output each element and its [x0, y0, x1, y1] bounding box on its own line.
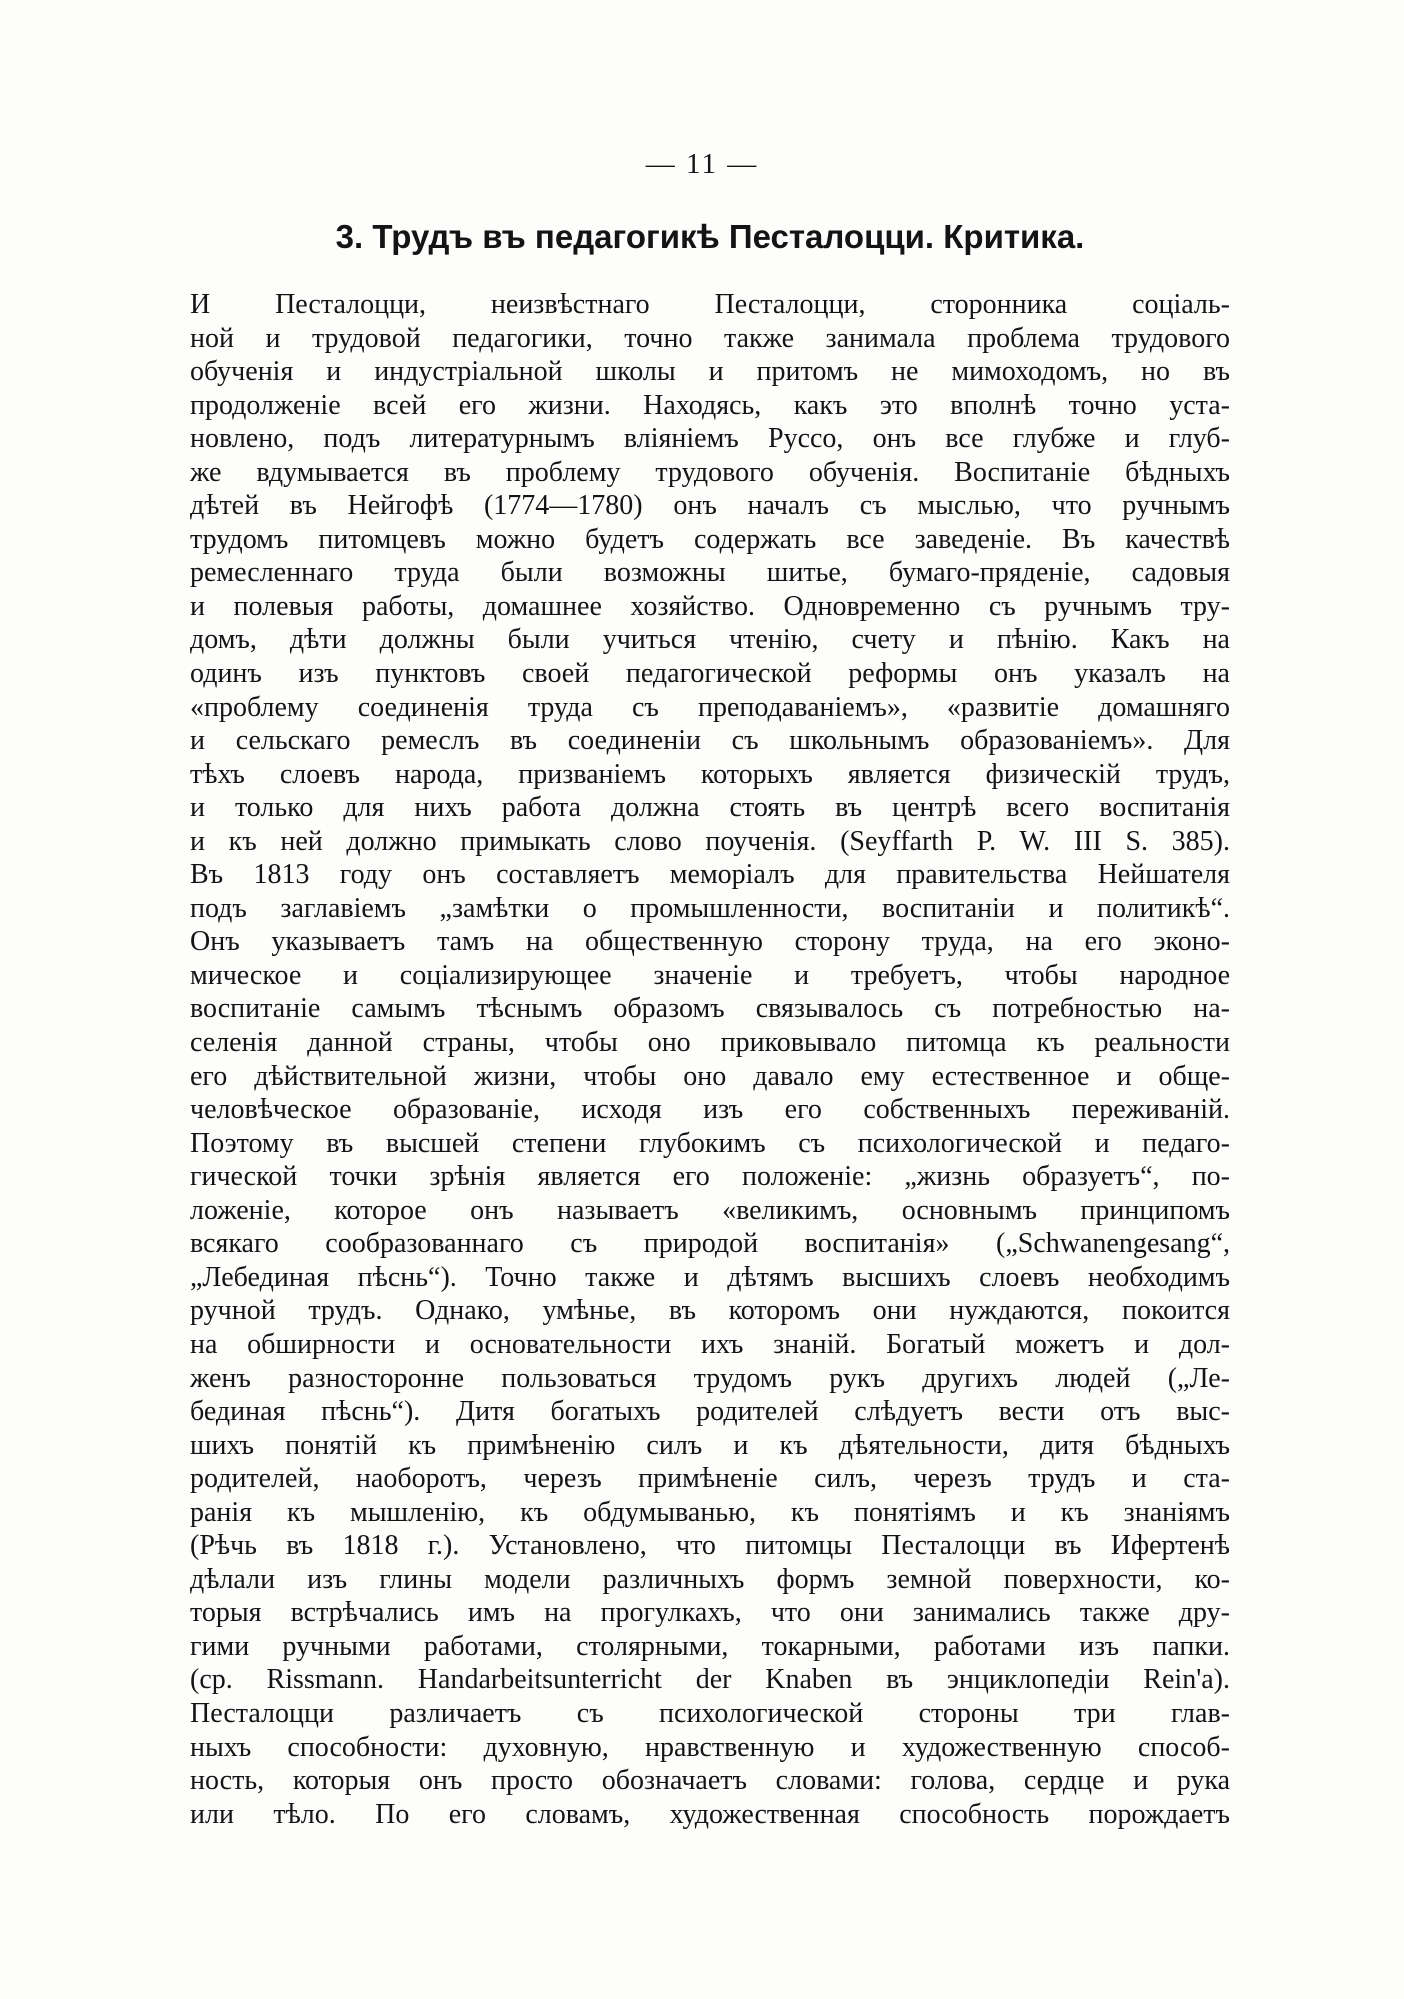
text-line: домъ, дѣти должны были учиться чтенію, счету и пѣнію. Какъ на — [190, 624, 1230, 656]
text-line: женъ разносторонне пользоваться трудомъ рукъ другихъ людей („Ле- — [190, 1362, 1230, 1394]
text-line: воспитаніе самымъ тѣснымъ образомъ связывалось съ потребностью на- — [190, 993, 1230, 1025]
text-line: «проблему соединенія труда съ преподаваніемъ», «развитіе домашняго — [190, 691, 1230, 723]
text-line: продолженіе всей его жизни. Находясь, какъ это вполнѣ точно уста- — [190, 389, 1230, 421]
text-line: ручной трудъ. Однако, умѣнье, въ которомъ они нуждаются, покоится — [190, 1295, 1230, 1327]
text-line: и сельскаго ремеслъ въ соединеніи съ школьнымъ образованіемъ». Для — [190, 725, 1230, 757]
text-line: торыя встрѣчались имъ на прогулкахъ, что они занимались также дру- — [190, 1597, 1230, 1629]
text-line: Въ 1813 году онъ составляетъ меморіалъ для правительства Нейшателя — [190, 859, 1230, 891]
text-line: гими ручными работами, столярными, токарными, работами изъ папки. — [190, 1630, 1230, 1662]
text-line: селенія данной страны, чтобы оно приковывало питомца къ реальности — [190, 1027, 1230, 1059]
text-line: или тѣло. По его словамъ, художественная способность порождаетъ — [190, 1798, 1230, 1830]
text-line: ной и трудовой педагогики, точно также занимала проблема трудового — [190, 322, 1230, 354]
text-line: (Рѣчь въ 1818 г.). Установлено, что питомцы Песталоцци въ Ифертенѣ — [190, 1530, 1230, 1562]
text-line: дѣтей въ Нейгофѣ (1774—1780) онъ началъ съ мыслью, что ручнымъ — [190, 490, 1230, 522]
text-line: Онъ указываетъ тамъ на общественную сторону труда, на его эконо- — [190, 926, 1230, 958]
text-line: трудомъ питомцевъ можно будетъ содержать все заведеніе. Въ качествѣ — [190, 523, 1230, 555]
text-line: и только для нихъ работа должна стоять въ центрѣ всего воспитанія — [190, 792, 1230, 824]
text-line: И Песталоцци, неизвѣстнаго Песталоцци, сторонника соціаль- — [190, 289, 1230, 320]
text-line: и полевыя работы, домашнее хозяйство. Одновременно съ ручнымъ тру- — [190, 590, 1230, 622]
text-line: ныхъ способности: духовную, нравственную и художественную способ- — [190, 1731, 1230, 1763]
text-line: ремесленнаго труда были возможны шитье, бумаго-пряденіе, садовыя — [190, 557, 1230, 589]
page-number: — 11 — — [645, 148, 759, 180]
text-line: одинъ изъ пунктовъ своей педагогической реформы онъ указалъ на — [190, 658, 1230, 690]
text-line: родителей, наоборотъ, черезъ примѣненіе силъ, черезъ трудъ и ста- — [190, 1463, 1230, 1495]
text-line: и къ ней должно примыкать слово поученія. (Seyffarth P. W. III S. 385). — [190, 825, 1230, 857]
text-line: гической точки зрѣнія является его положеніе: „жизнь образуетъ“, по- — [190, 1161, 1230, 1193]
text-line: человѣческое образованіе, исходя изъ его собственныхъ переживаній. — [190, 1094, 1230, 1126]
body-text — [190, 288, 1230, 1831]
text-line: ранія къ мышленію, къ обдумыванью, къ понятіямъ и къ знаніямъ — [190, 1496, 1230, 1528]
text-line: новлено, подъ литературнымъ вліяніемъ Руссо, онъ все глубже и глуб- — [190, 423, 1230, 455]
text-line: его дѣйствительной жизни, чтобы оно давало ему естественное и обще- — [190, 1060, 1230, 1092]
text-line: (ср. Rissmann. Handarbeitsunterricht der Knaben въ энциклопедіи Rein'a). — [190, 1664, 1230, 1696]
text-line: на обширности и основательности ихъ знаній. Богатый можетъ и дол- — [190, 1328, 1230, 1360]
text-line: „Лебединая пѣснь“). Точно также и дѣтямъ высшихъ слоевъ необходимъ — [190, 1261, 1230, 1293]
text-line: шихъ понятій къ примѣненію силъ и къ дѣятельности, дитя бѣдныхъ — [190, 1429, 1230, 1461]
text-line: мическое и соціализирующее значеніе и требуетъ, чтобы народное — [190, 959, 1230, 991]
text-line: всякаго сообразованнаго съ природой воспитанія» („Schwanengesang“, — [190, 1228, 1230, 1260]
text-line: ность, которыя онъ просто обозначаетъ словами: голова, сердце и рука — [190, 1765, 1230, 1797]
text-line: Поэтому въ высшей степени глубокимъ съ психологической и педаго- — [190, 1127, 1230, 1159]
text-line: же вдумывается въ проблему трудового обученія. Воспитаніе бѣдныхъ — [190, 456, 1230, 488]
text-line: тѣхъ слоевъ народа, призваніемъ которыхъ является физическій трудъ, — [190, 758, 1230, 790]
text-line: обученія и индустріальной школы и притомъ не мимоходомъ, но въ — [190, 356, 1230, 388]
text-line: Песталоцци различаетъ съ психологической стороны три глав- — [190, 1697, 1230, 1729]
text-line: ложеніе, которое онъ называетъ «великимъ, основнымъ принципомъ — [190, 1194, 1230, 1226]
text-line: подъ заглавіемъ „замѣтки о промышленности, воспитаніи и политикѣ“. — [190, 892, 1230, 924]
section-title: 3. Трудъ въ педагогикѣ Песталоцци. Критика. — [335, 218, 1085, 255]
text-line: дѣлали изъ глины модели различныхъ формъ земной поверхности, ко- — [190, 1563, 1230, 1595]
text-line: бединая пѣснь“). Дитя богатыхъ родителей слѣдуетъ вести отъ выс- — [190, 1396, 1230, 1428]
